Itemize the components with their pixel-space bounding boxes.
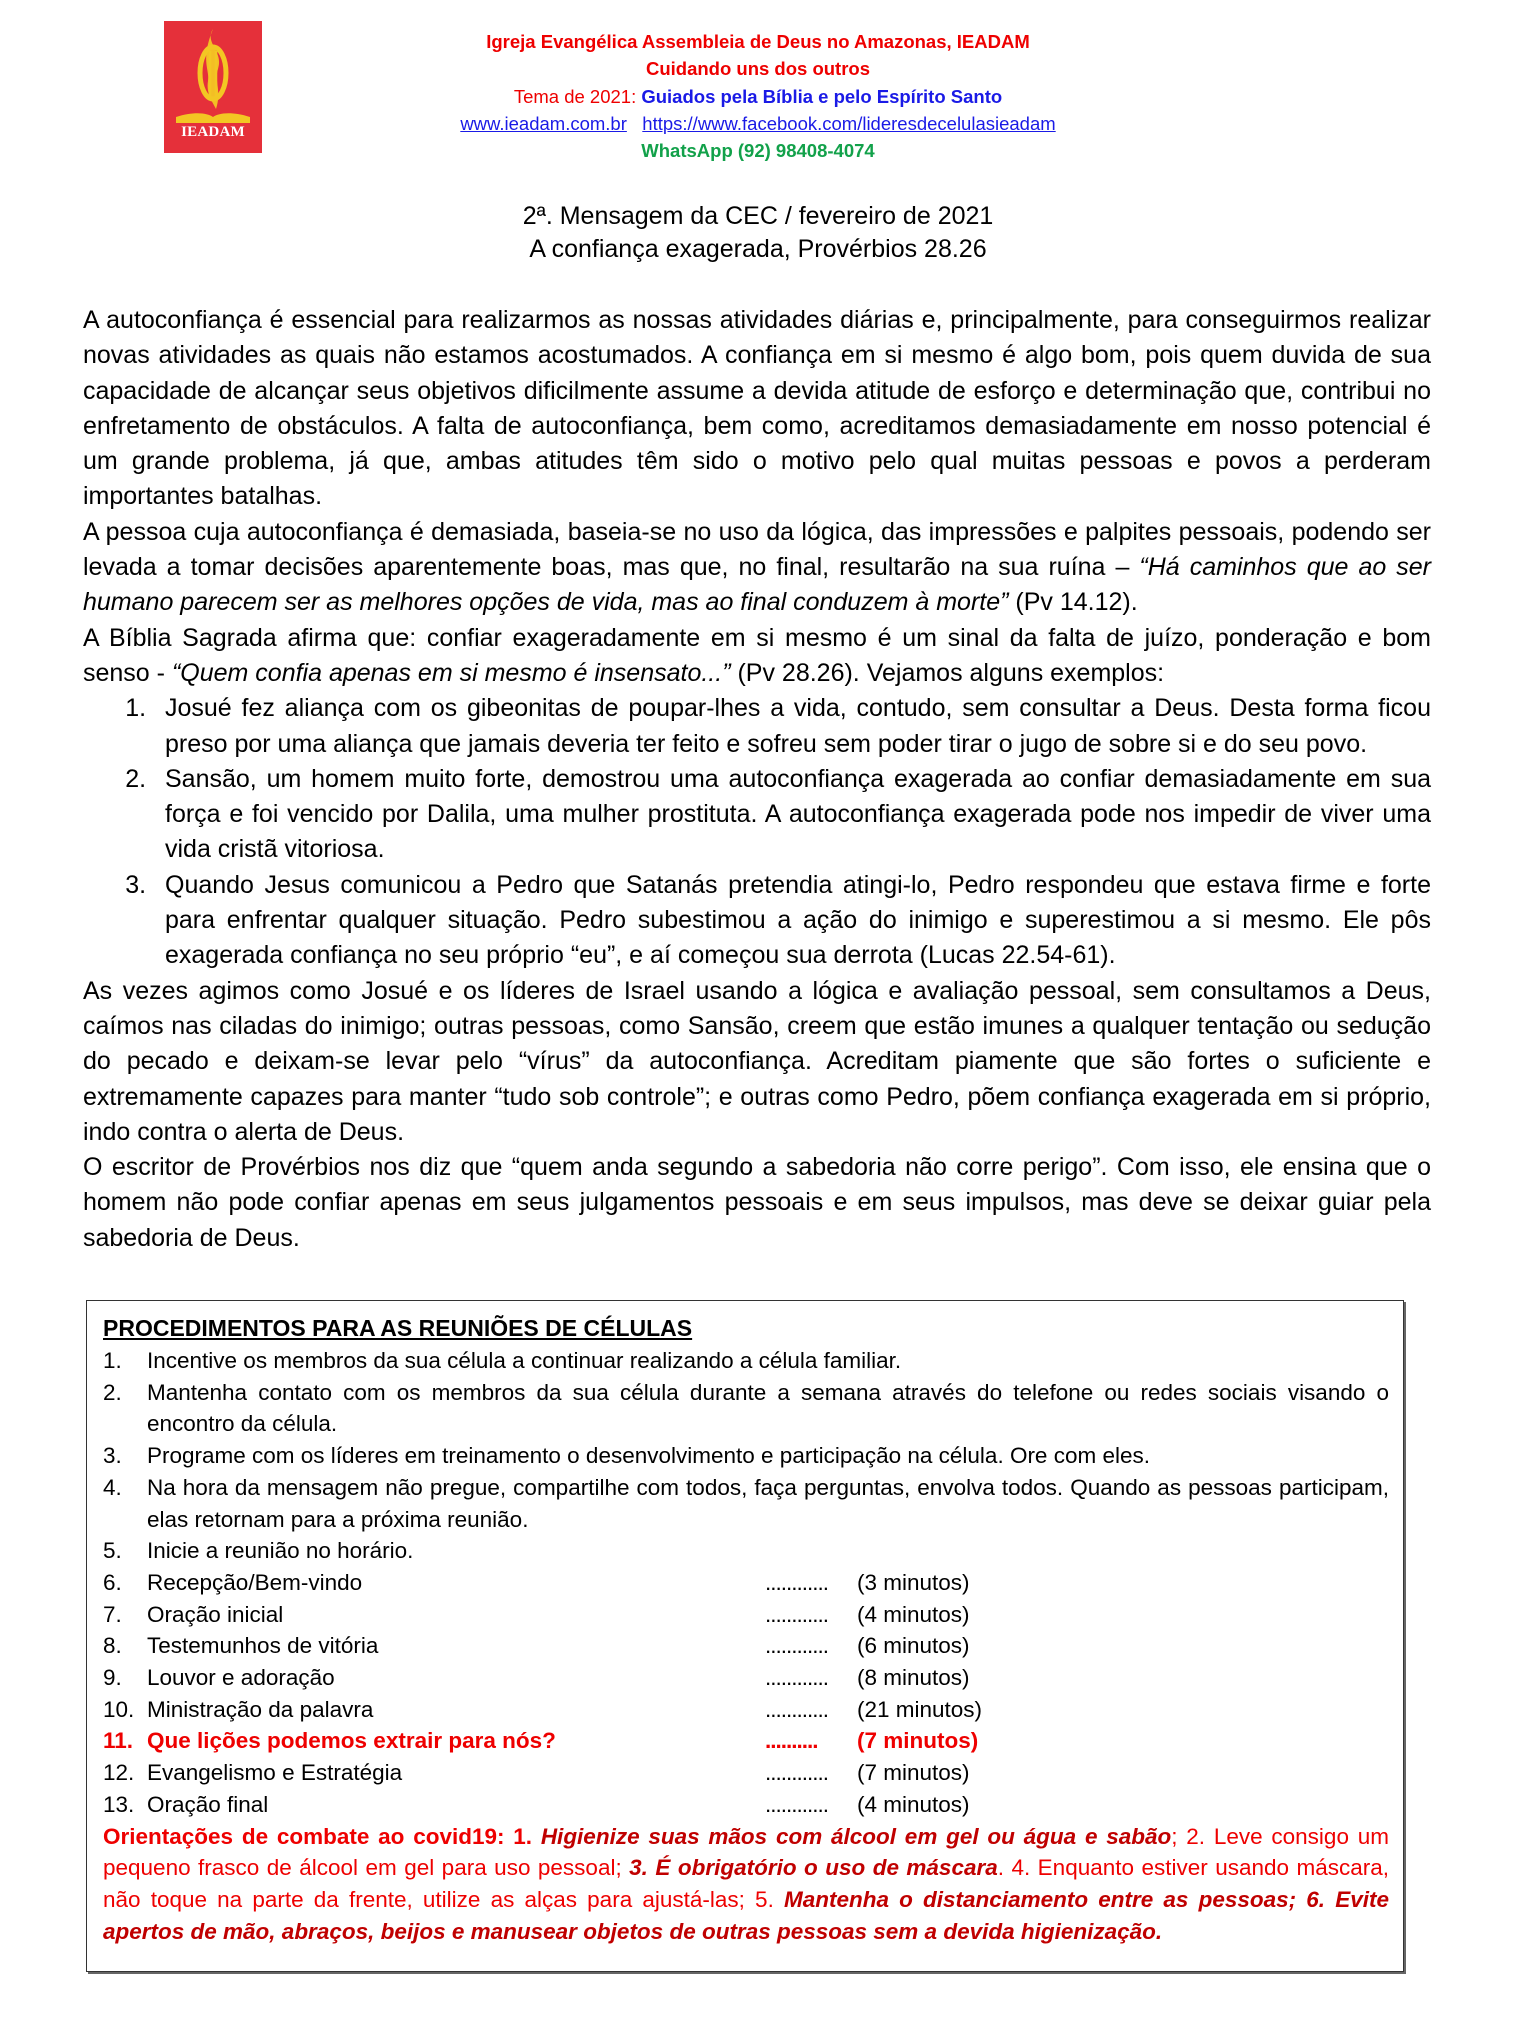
schedule-duration: (21 minutos) bbox=[857, 1696, 983, 1722]
paragraph-2 bbox=[83, 515, 1431, 621]
paragraph-intro: A autoconfiança é essencial para realizarmos as nossas atividades diárias e, principalmente, para conseguirmos realizar novas atividades as quais não estamos acostumados. A confiança em si mesmo é algo bom, pois quem duvida de sua capacidade de alcançar seus objetivos dificilmente assume a devida atitude de esforço e determinação que, contribui no enfretamento de obstáculos. A falta de autoconfiança, bem como, acreditamos demasiadamente em nosso potencial é um grande problema, já que, ambas atitudes têm sido o motivo pelo qual muitas pessoas e povos a perderam importantes batalhas. bbox=[83, 306, 1431, 511]
schedule-activity: Ministração da palavra bbox=[147, 1696, 374, 1722]
message-title: 2ª. Mensagem da CEC / fevereiro de 2021 bbox=[522, 202, 994, 230]
schedule-number: 11. bbox=[103, 1728, 134, 1754]
schedule-activity: Testemunhos de vitória bbox=[147, 1633, 379, 1659]
schedule-number: 12. bbox=[103, 1760, 135, 1786]
paragraph-3-text: A Bíblia Sagrada afirma que: confiar exageradamente em si mesmo é um sinal da falta de juízo, ponderação e bom senso - bbox=[83, 623, 1431, 687]
procedure-text: Incentive os membros da sua célula a continuar realizando a célula familiar. bbox=[147, 1348, 902, 1373]
schedule-number: 7. bbox=[103, 1601, 122, 1627]
covid-item-4: . 4. Enquanto estiver usando máscara, não toque na parte da frente, utilize as alças para ajustá-las; 5. bbox=[103, 1855, 1389, 1912]
schedule-activity: Oração inicial bbox=[147, 1601, 284, 1627]
example-item: 1. Josué fez aliança com os gibeonitas de poupar-lhes a vida, contudo, sem consultar a Deus. Desta forma ficou preso por uma aliança que jamais deveria ter feito e sofreu sem poder tirar o jugo de sobre si e do seu povo. bbox=[153, 691, 1431, 762]
schedule-activity: Oração final bbox=[147, 1791, 269, 1817]
procedures-list bbox=[103, 1345, 1389, 1567]
procedure-text: Programe com os líderes em treinamento o desenvolvimento e participação na célula. Ore com eles. bbox=[147, 1443, 1150, 1469]
ref-pv-28-26: (Pv 28.26). Vejamos alguns exemplos: bbox=[730, 658, 1165, 687]
schedule-row bbox=[103, 1694, 1389, 1726]
ieadam-logo bbox=[164, 21, 262, 153]
procedure-item bbox=[103, 1345, 1389, 1377]
procedure-text: Mantenha contato com os membros da sua célula durante a semana através do telefone ou redes sociais visando o encontro da célula. bbox=[147, 1379, 1389, 1437]
covid-heading: Orientações de combate ao covid19: 1. bbox=[103, 1823, 541, 1849]
paragraph-3 bbox=[83, 621, 1431, 692]
schedule-number: 8. bbox=[103, 1633, 122, 1659]
schedule-duration: (3 minutos) bbox=[857, 1569, 970, 1595]
logo-text: IEADAM bbox=[181, 124, 245, 140]
leader-dots: ............ bbox=[765, 1601, 829, 1627]
theme-prefix: Tema de 2021: bbox=[513, 86, 642, 107]
schedule-activity: Recepção/Bem-vindo bbox=[147, 1569, 363, 1595]
leader-dots: ............ bbox=[765, 1760, 829, 1786]
procedure-number: 5. bbox=[103, 1538, 122, 1564]
schedule-activity: Louvor e adoração bbox=[147, 1665, 335, 1691]
leader-dots: ............ bbox=[765, 1696, 829, 1722]
procedures-box bbox=[86, 1300, 1404, 1972]
procedure-item bbox=[103, 1377, 1389, 1440]
procedure-item bbox=[103, 1535, 1389, 1567]
procedure-number: 2. bbox=[103, 1379, 122, 1405]
leader-dots: ............ bbox=[765, 1569, 829, 1595]
quote-pv-28-26: “Quem confia apenas em si mesmo é insensato...” bbox=[171, 658, 731, 687]
site-link[interactable]: www.ieadam.com.br bbox=[460, 113, 627, 134]
procedure-number: 1. bbox=[103, 1348, 122, 1373]
paragraph-5: O escritor de Provérbios nos diz que “quem anda segundo a sabedoria não corre perigo”. Com isso, ele ensina que o homem não pode confiar apenas em seus julgamentos pessoais e em seus impulsos, mas deve se deixar guiar pela sabedoria de Deus. bbox=[83, 1153, 1431, 1252]
theme-line bbox=[300, 84, 1216, 110]
examples-list bbox=[83, 691, 1431, 973]
paragraph-2-text: A pessoa cuja autoconfiança é demasiada, baseia-se no uso da lógica, das impressões e palpites pessoais, podendo ser levada a tomar decisões aparentemente boas, mas que, no final, resultarão na sua ruína – bbox=[83, 517, 1431, 582]
schedule-row bbox=[103, 1757, 1389, 1789]
procedure-text: Na hora da mensagem não pregue, compartilhe com todos, faça perguntas, envolva todos. Quando as pessoas participam, elas retornam para a próxima reunião. bbox=[147, 1474, 1389, 1532]
church-motto: Cuidando uns dos outros bbox=[645, 58, 871, 79]
schedule-row bbox=[103, 1567, 1389, 1599]
covid-item-2: ; 2. Leve consigo um pequeno frasco de álcool em gel para uso pessoal; bbox=[103, 1823, 1389, 1881]
paragraph-4: As vezes agimos como Josué e os líderes de Israel usando a lógica e avaliação pessoal, sem consultamos a Deus, caímos nas ciladas do inimigo; outras pessoas, como Sansão, creem que estão imunes a qualquer tentação ou sedução do pecado e deixam-se levar pelo “vírus” da autoconfiança. Acreditam piamente que são fortes o suficiente e extremamente capazes para manter “tudo sob controle”; e outras como Pedro, põem confiança exagerada em si próprio, indo contra o alerta de Deus. bbox=[83, 976, 1431, 1146]
facebook-link[interactable]: https://www.facebook.com/lideresdecelulasieadam bbox=[642, 113, 1056, 134]
leader-dots: ............ bbox=[765, 1665, 829, 1691]
leader-dots: .......... bbox=[765, 1728, 818, 1754]
schedule-row-highlighted bbox=[103, 1725, 1389, 1757]
schedule-number: 13. bbox=[103, 1791, 135, 1817]
schedule-activity: Evangelismo e Estratégia bbox=[147, 1760, 403, 1786]
covid-item-1: Higienize suas mãos com álcool em gel ou água e sabão bbox=[540, 1823, 1172, 1849]
ref-pv-14-12: (Pv 14.12). bbox=[1008, 588, 1138, 617]
message-body bbox=[83, 303, 1431, 1256]
schedule-row bbox=[103, 1662, 1389, 1694]
procedure-text: Inicie a reunião no horário. bbox=[147, 1538, 414, 1564]
example-item: 2. Sansão, um homem muito forte, demostrou uma autoconfiança exagerada ao confiar demasiadamente em sua força e foi vencido por Dalila, uma mulher prostituta. A autoconfiança exagerada pode nos impedir de viver uma vida cristã vitoriosa. bbox=[153, 762, 1431, 868]
schedule-row bbox=[103, 1630, 1389, 1662]
theme-title: Guiados pela Bíblia e pelo Espírito Santo bbox=[641, 86, 1003, 107]
example-item: 3. Quando Jesus comunicou a Pedro que Satanás pretendia atingi-lo, Pedro respondeu que estava firme e forte para enfrentar qualquer situação. Pedro subestimou a ação do inimigo e superestimou a si mesmo. Ele pôs exagerada confiança no seu próprio “eu”, e aí começou sua derrota (Lucas 22.54-61). bbox=[153, 868, 1431, 974]
message-subtitle: A confiança exagerada, Provérbios 28.26 bbox=[529, 235, 987, 263]
schedule-duration: (7 minutos) bbox=[857, 1728, 979, 1754]
schedule-duration: (4 minutos) bbox=[857, 1601, 970, 1627]
links-line bbox=[300, 111, 1216, 137]
schedule-row bbox=[103, 1599, 1389, 1631]
church-name: Igreja Evangélica Assembleia de Deus no Amazonas, IEADAM bbox=[486, 31, 1030, 52]
procedures-heading: PROCEDIMENTOS PARA AS REUNIÕES DE CÉLULAS bbox=[103, 1315, 693, 1341]
covid-item-5: Mantenha o distanciamento entre as pessoas; 6. Evite apertos de mão, abraços, beijos e manusear objetos de outras pessoas sem a devida higienização. bbox=[103, 1886, 1389, 1944]
quote-pv-14-12: “Há caminhos que ao ser humano parecem ser as melhores opções de vida, mas ao final conduzem à morte” bbox=[83, 553, 1431, 617]
schedule-duration: (6 minutos) bbox=[857, 1633, 970, 1659]
schedule-row bbox=[103, 1789, 1389, 1821]
procedure-item bbox=[103, 1472, 1389, 1535]
procedure-item bbox=[103, 1440, 1389, 1472]
covid-guidelines bbox=[103, 1821, 1389, 1948]
procedure-number: 3. bbox=[103, 1443, 122, 1469]
schedule-activity: Que lições podemos extrair para nós? bbox=[147, 1728, 556, 1754]
schedule-number: 9. bbox=[103, 1665, 122, 1691]
leader-dots: ............ bbox=[765, 1633, 829, 1659]
whatsapp-contact: WhatsApp (92) 98408-4074 bbox=[641, 140, 875, 161]
schedule-duration: (4 minutos) bbox=[857, 1791, 970, 1817]
schedule-duration: (8 minutos) bbox=[857, 1665, 970, 1691]
schedule-list bbox=[103, 1567, 1389, 1821]
schedule-number: 10. bbox=[103, 1696, 135, 1722]
procedure-number: 4. bbox=[103, 1474, 122, 1500]
schedule-duration: (7 minutos) bbox=[857, 1760, 970, 1786]
leader-dots: ............ bbox=[765, 1791, 829, 1817]
covid-item-3: 3. É obrigatório o uso de máscara bbox=[629, 1855, 998, 1881]
schedule-number: 6. bbox=[103, 1569, 122, 1595]
